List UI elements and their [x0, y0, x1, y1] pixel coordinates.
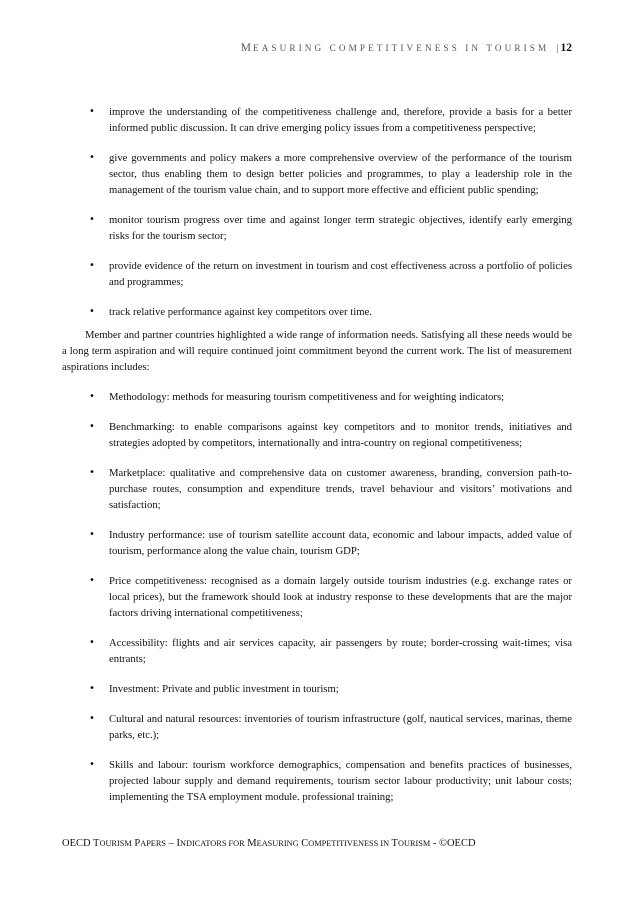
list-item: • Price competitiveness: recognised as a domain largely outside tourism industries (e.g. exchange rates or local prices), but the framework should look at industry response to these developments that are the major factors driving international competitiveness;: [62, 573, 572, 621]
objectives-list: [62, 104, 572, 320]
list-item: • Industry performance: use of tourism satellite account data, economic and labour impacts, added value of tourism, performance along the value chain, tourism GDP;: [62, 527, 572, 559]
footer-text: C: [301, 838, 309, 849]
footer-text: OMPETITIVENESS IN: [308, 839, 390, 848]
list-item: • Benchmarking: to enable comparisons against key competitors and to monitor trends, initiatives and strategies adopted by competitors, internationally and intra-country on regional competitiveness;: [62, 419, 572, 451]
footer-text: –: [166, 838, 177, 849]
list-item: • monitor tourism progress over time and against longer term strategic objectives, identify early emerging risks for the tourism sector;: [62, 212, 572, 244]
list-item: • Skills and labour: tourism workforce demographics, compensation and benefits practices of businesses, projected labour supply and demand requirements, tourism sector labour productivity; unit labour costs; implementing the TSA employment module. professional training;: [62, 757, 572, 805]
body-paragraph: Member and partner countries highlighted a wide range of information needs. Satisfying all these needs would be a long term aspiration and will require continued joint commitment beyond the current work. The list of measurement aspirations includes:: [62, 329, 572, 373]
list-item: • Marketplace: qualitative and comprehensive data on customer awareness, branding, conversion path-to-purchase routes, consumption and expenditure trends, travel behaviour and visitors’ motivations and satisfaction;: [62, 465, 572, 513]
running-header: [241, 42, 572, 54]
list-item: • Cultural and natural resources: inventories of tourism infrastructure (golf, nautical services, marinas, theme parks, etc.);: [62, 711, 572, 743]
footer-text: EASURING: [256, 839, 299, 848]
page-body: [62, 104, 572, 819]
footer-text: T: [391, 838, 398, 849]
list-item: • improve the understanding of the competitiveness challenge and, therefore, provide a basis for a better informed public discussion. It can drive emerging policy issues from a competitiveness perspective;: [62, 104, 572, 136]
footer-text: P: [134, 838, 141, 849]
list-item: • Methodology: methods for measuring tourism competitiveness and for weighting indicators;: [62, 389, 572, 405]
list-item: • provide evidence of the return on investment in tourism and cost effectiveness across a portfolio of policies and programmes;: [62, 258, 572, 290]
footer-text: NDICATORS FOR: [180, 839, 245, 848]
header-separator: |: [556, 43, 559, 53]
footer-text: I: [176, 838, 181, 849]
footer-org: OECD: [62, 838, 91, 849]
list-item: • Accessibility: flights and air services capacity, air passengers by route; border-crossing wait-times; visa entrants;: [62, 635, 572, 667]
page-footer: [62, 838, 476, 849]
footer-text: T: [93, 838, 100, 849]
footer-text: APERS: [140, 839, 167, 848]
aspirations-list: [62, 389, 572, 805]
header-title-initial: M: [240, 42, 253, 54]
header-title: EASURING COMPETITIVENESS IN TOURISM: [252, 43, 550, 53]
list-item: • give governments and policy makers a more comprehensive overview of the performance of the tourism sector, thus enabling them to design better policies and programmes, to play a leadership role in the management of the tourism value chain, and to support more effective and efficient public spending;: [62, 150, 572, 198]
list-item: • Investment: Private and public investment in tourism;: [62, 681, 572, 697]
list-item: • track relative performance against key competitors over time.: [62, 304, 572, 320]
footer-text: M: [247, 838, 257, 849]
footer-text: OURISM: [99, 839, 132, 848]
page-number: 12: [560, 42, 572, 54]
footer-copyright: - ©OECD: [430, 838, 476, 849]
footer-text: OURISM: [397, 839, 431, 848]
